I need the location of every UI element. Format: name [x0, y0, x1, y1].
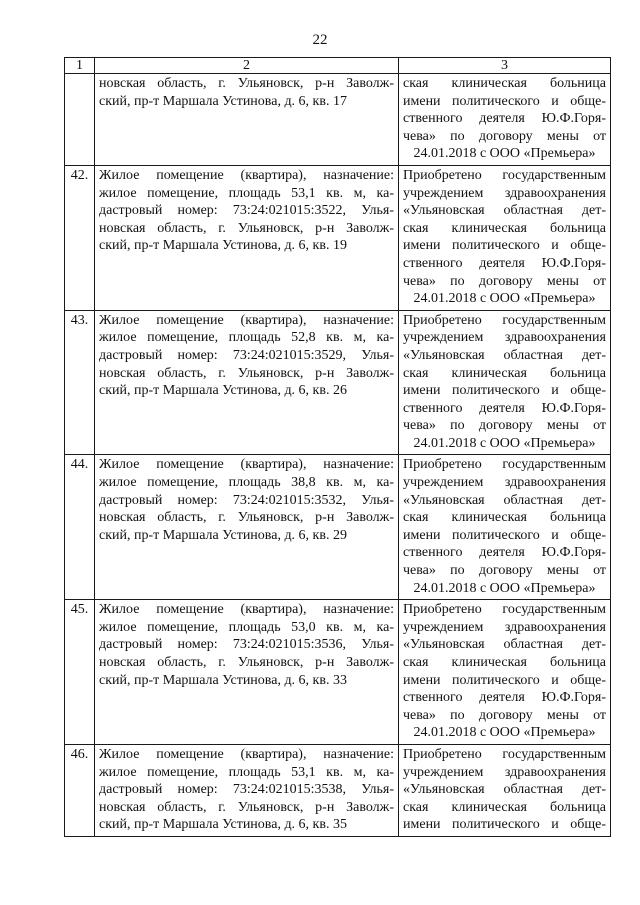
description-line: жилое помещение, площадь 53,1 кв. м, ка-: [99, 764, 394, 780]
row-number: 46.: [65, 744, 95, 836]
description-line: жилое помещение, площадь 52,8 кв. м, ка-: [99, 330, 394, 346]
acquisition-note: [399, 165, 611, 310]
acquisition-note: [399, 744, 611, 836]
description-line: дастровый номер: 73:24:021015:3538, Улья-: [99, 782, 394, 798]
property-description: [95, 74, 399, 166]
note-line: «Ульяновская областная дет-: [403, 347, 606, 363]
table-row: [65, 165, 611, 310]
description-line: Жилое помещение (квартира), назначение:: [99, 602, 394, 618]
note-line: ская клиническая больница: [403, 655, 606, 670]
description-line: новская область, г. Ульяновск, р-н Заволж-: [99, 510, 394, 526]
note-line: «Ульяновская областная дет-: [403, 782, 606, 798]
acquisition-note: [399, 74, 611, 166]
note-line: Приобретено государственным: [403, 602, 606, 618]
note-line: ская клиническая больница: [403, 799, 606, 815]
note-line: ственного деятеля Ю.Ф.Горя-: [403, 690, 606, 706]
note-line: чева» по договору мены от: [403, 273, 606, 289]
description-line: дастровый номер: 73:24:021015:3529, Улья-: [99, 347, 394, 363]
table-row: [65, 744, 611, 836]
description-line: Жилое помещение (квартира), назначение:: [99, 746, 394, 762]
note-line: чева» по договору мены от: [403, 707, 606, 723]
description-line: Жилое помещение (квартира), назначение:: [99, 312, 394, 328]
note-line: «Ульяновская областная дет-: [403, 492, 606, 508]
table-row: [65, 74, 611, 166]
description-line: Жилое помещение (квартира), назначение:: [99, 457, 394, 473]
note-line: ская клиническая больница: [403, 365, 606, 381]
note-line: учреждением здравоохранения: [403, 619, 606, 635]
property-description: [95, 310, 399, 455]
note-line: «Ульяновская областная дет-: [403, 203, 606, 219]
description-line: ский, пр-т Маршала Устинова, д. 6, кв. 26: [99, 383, 347, 399]
description-line: Жилое помещение (квартира), назначение:: [99, 167, 394, 183]
row-number: 45.: [65, 600, 95, 745]
property-description: [95, 744, 399, 836]
table-row: [65, 455, 611, 600]
description-line: новская область, г. Ульяновск, р-н Заволж-: [99, 220, 394, 236]
note-line: учреждением здравоохранения: [403, 764, 606, 780]
note-line: ская клиническая больница: [403, 510, 606, 526]
column-header-number: 1: [65, 58, 95, 74]
row-number: 44.: [65, 455, 95, 600]
description-line: новская область, г. Ульяновск, р-н Заволж-: [99, 76, 394, 91]
description-line: жилое помещение, площадь 38,8 кв. м, ка-: [99, 475, 394, 491]
note-line: имени политического и обще-: [403, 527, 606, 543]
description-line: жилое помещение, площадь 53,0 кв. м, ка-: [99, 619, 394, 635]
row-number: 43.: [65, 310, 95, 455]
description-line: новская область, г. Ульяновск, р-н Заволж-: [99, 799, 394, 815]
description-line: дастровый номер: 73:24:021015:3522, Улья-: [99, 203, 394, 219]
property-description: [95, 165, 399, 310]
acquisition-note: [399, 600, 611, 745]
note-line: имени политического и обще-: [403, 817, 606, 833]
note-line: учреждением здравоохранения: [403, 330, 606, 346]
note-line: ственного деятеля Ю.Ф.Горя-: [403, 255, 606, 271]
table-row: [65, 310, 611, 455]
note-line: Приобретено государственным: [403, 746, 606, 762]
description-line: новская область, г. Ульяновск, р-н Заволж-: [99, 365, 394, 381]
note-line: ская клиническая больница: [403, 76, 606, 91]
table-row: [65, 600, 611, 745]
table-header-row: [65, 58, 611, 74]
note-line: Приобретено государственным: [403, 312, 606, 328]
description-line: ский, пр-т Маршала Устинова, д. 6, кв. 35: [99, 817, 347, 833]
note-line: 24.01.2018 с ООО «Премьера»: [413, 725, 596, 741]
note-line: «Ульяновская областная дет-: [403, 637, 606, 653]
description-line: ский, пр-т Маршала Устинова, д. 6, кв. 29: [99, 527, 347, 543]
description-line: ский, пр-т Маршала Устинова, д. 6, кв. 33: [99, 672, 347, 688]
property-description: [95, 455, 399, 600]
note-line: 24.01.2018 с ООО «Премьера»: [413, 435, 596, 451]
row-number: 42.: [65, 165, 95, 310]
note-line: имени политического и обще-: [403, 383, 606, 399]
note-line: 24.01.2018 с ООО «Премьера»: [413, 291, 596, 307]
note-line: учреждением здравоохранения: [403, 475, 606, 491]
description-line: новская область, г. Ульяновск, р-н Заволж-: [99, 655, 394, 670]
description-line: дастровый номер: 73:24:021015:3536, Улья-: [99, 637, 394, 653]
row-number: [65, 74, 95, 166]
note-line: имени политического и обще-: [403, 238, 606, 254]
acquisition-note: [399, 455, 611, 600]
property-description: [95, 600, 399, 745]
note-line: чева» по договору мены от: [403, 563, 606, 579]
note-line: 24.01.2018 с ООО «Премьера»: [413, 146, 596, 162]
note-line: ственного деятеля Ю.Ф.Горя-: [403, 545, 606, 561]
note-line: ская клиническая больница: [403, 220, 606, 236]
note-line: чева» по договору мены от: [403, 418, 606, 434]
description-line: ский, пр-т Маршала Устинова, д. 6, кв. 19: [99, 238, 347, 254]
note-line: Приобретено государственным: [403, 167, 606, 183]
acquisition-note: [399, 310, 611, 455]
table-body: [65, 74, 611, 837]
column-header-note: 3: [399, 58, 611, 74]
column-header-description: 2: [95, 58, 399, 74]
note-line: 24.01.2018 с ООО «Премьера»: [413, 580, 596, 596]
note-line: Приобретено государственным: [403, 457, 606, 473]
description-line: ский, пр-т Маршала Устинова, д. 6, кв. 17: [99, 93, 347, 109]
description-line: жилое помещение, площадь 53,1 кв. м, ка-: [99, 185, 394, 201]
note-line: имени политического и обще-: [403, 93, 606, 109]
property-table: [64, 57, 611, 837]
note-line: ственного деятеля Ю.Ф.Горя-: [403, 400, 606, 416]
note-line: чева» по договору мены от: [403, 128, 606, 144]
description-line: дастровый номер: 73:24:021015:3532, Улья-: [99, 492, 394, 508]
note-line: учреждением здравоохранения: [403, 185, 606, 201]
note-line: ственного деятеля Ю.Ф.Горя-: [403, 111, 606, 127]
page-number: 22: [312, 32, 328, 48]
note-line: имени политического и обще-: [403, 672, 606, 688]
